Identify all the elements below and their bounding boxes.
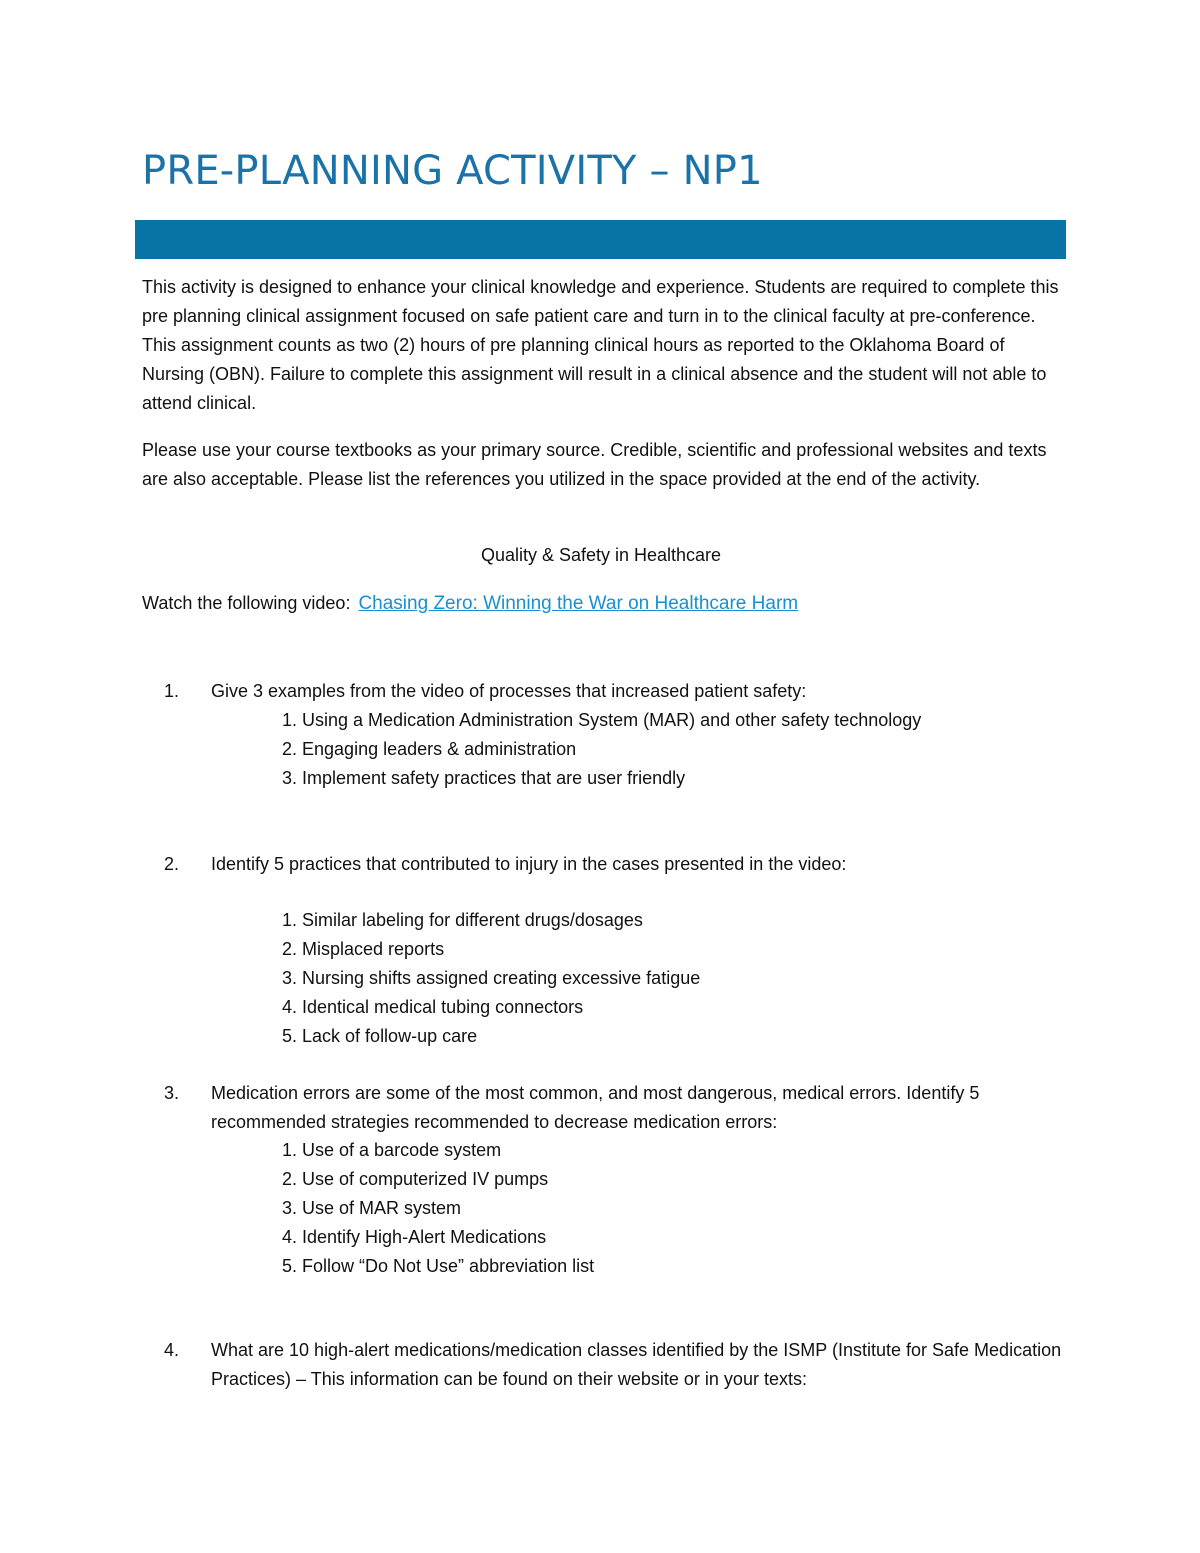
answer-number: 4. [282, 1227, 298, 1247]
answer-item [282, 935, 700, 964]
answer-item [282, 706, 921, 735]
answer-text: Lack of follow-up care [302, 1026, 478, 1046]
answer-item [282, 735, 921, 764]
section-heading: Quality & Safety in Healthcare [480, 545, 722, 565]
answer-number: 5. [282, 1256, 298, 1276]
answer-number: 2. [282, 1169, 298, 1189]
answer-text: Similar labeling for different drugs/dosages [302, 910, 643, 930]
answer-item [282, 1022, 700, 1051]
answer-list [282, 906, 700, 1051]
answer-text: Misplaced reports [302, 939, 445, 959]
intro-paragraph: This activity is designed to enhance your clinical knowledge and experience. Students are required to complete this pre planning clinical assignment focused on safe patient care and turn in to the clinical faculty at pre-conference. This assignment counts as two (2) hours of pre planning clinical hours as reported to the Oklahoma Board of Nursing (OBN). Failure to complete this assignment will result in a clinical absence and the student will not able to attend clinical. [142, 277, 1059, 413]
answer-list [282, 1136, 594, 1281]
answer-number: 4. [282, 997, 298, 1017]
video-prompt: Watch the following video: [142, 593, 351, 613]
video-link[interactable]: Chasing Zero: Winning the War on Healthcare Harm [358, 593, 799, 614]
answer-number: 2. [282, 739, 298, 759]
answer-text: Identify High-Alert Medications [302, 1227, 547, 1247]
answer-number: 1. [282, 1140, 298, 1160]
answer-text: Using a Medication Administration System (MAR) and other safety technology [302, 710, 922, 730]
question-number: 4. [164, 1340, 180, 1360]
answer-number: 1. [282, 910, 298, 930]
answer-text: Use of MAR system [302, 1198, 462, 1218]
question-text: Medication errors are some of the most common, and most dangerous, medical errors. Identify 5 recommended strategies recommended to decrease medication errors: [211, 1083, 980, 1132]
answer-text: Nursing shifts assigned creating excessive fatigue [302, 968, 701, 988]
answer-text: Engaging leaders & administration [302, 739, 577, 759]
answer-item [282, 964, 700, 993]
answer-number: 3. [282, 768, 298, 788]
question-number: 2. [164, 854, 180, 874]
title-divider-bar [135, 220, 1066, 259]
answer-number: 1. [282, 710, 298, 730]
question-text: Identify 5 practices that contributed to injury in the cases presented in the video: [211, 854, 847, 874]
question-text: Give 3 examples from the video of processes that increased patient safety: [211, 681, 807, 701]
question-text: What are 10 high-alert medications/medication classes identified by the ISMP (Institute for Safe Medication Practices) – This information can be found on their website or in your texts: [211, 1340, 1062, 1389]
answer-item [282, 993, 700, 1022]
answer-item [282, 906, 700, 935]
answer-text: Follow “Do Not Use” abbreviation list [302, 1256, 595, 1276]
answer-item [282, 1165, 594, 1194]
question-number: 1. [164, 681, 180, 701]
answer-list [282, 706, 921, 793]
answer-item [282, 1252, 594, 1281]
answer-item [282, 1194, 594, 1223]
video-line [142, 589, 798, 618]
answer-number: 2. [282, 939, 298, 959]
question-number: 3. [164, 1083, 180, 1103]
answer-number: 3. [282, 968, 298, 988]
sources-paragraph: Please use your course textbooks as your primary source. Credible, scientific and professional websites and texts are also acceptable. Please list the references you utilized in the space provided at the end of the activity. [142, 440, 1047, 489]
answer-text: Implement safety practices that are user friendly [302, 768, 686, 788]
page-title: PRE-PLANNING ACTIVITY – NP1 [142, 148, 763, 194]
answer-number: 5. [282, 1026, 298, 1046]
answer-item [282, 764, 921, 793]
answer-item [282, 1136, 594, 1165]
answer-number: 3. [282, 1198, 298, 1218]
answer-text: Identical medical tubing connectors [302, 997, 584, 1017]
answer-text: Use of computerized IV pumps [302, 1169, 549, 1189]
answer-text: Use of a barcode system [302, 1140, 502, 1160]
answer-item [282, 1223, 594, 1252]
